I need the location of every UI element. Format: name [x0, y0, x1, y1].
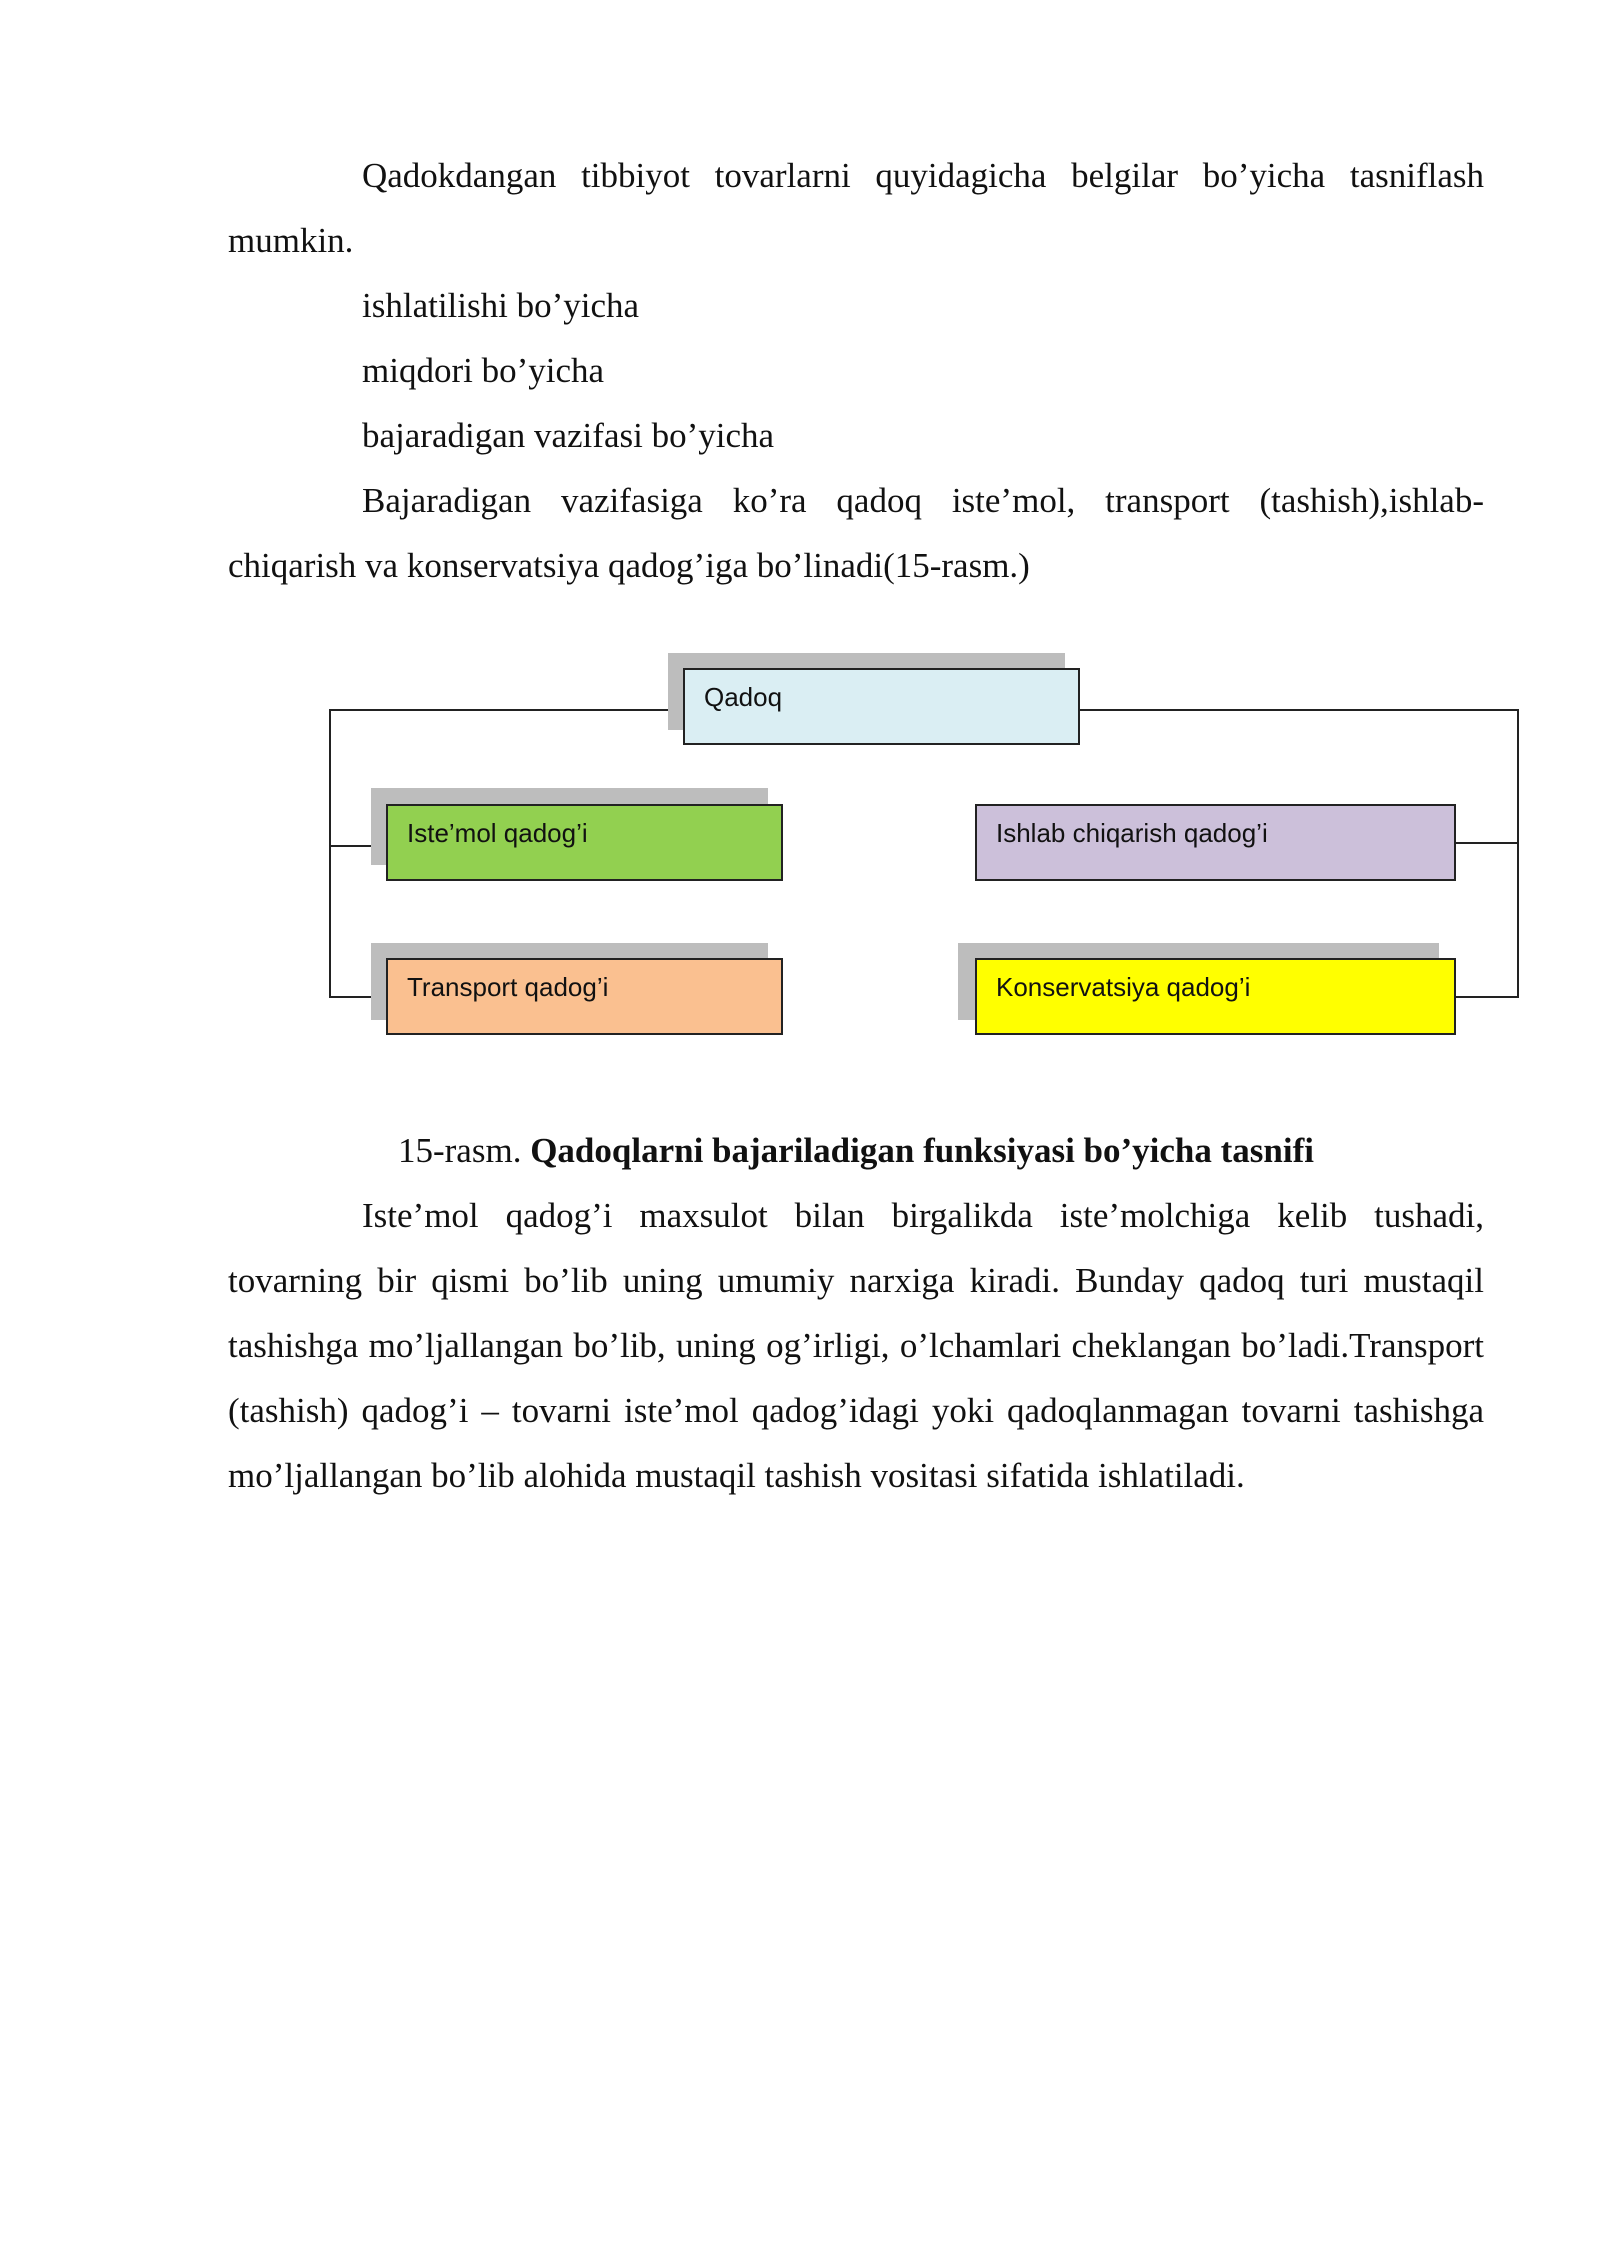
- packaging-classification-diagram: [0, 0, 1600, 1100]
- list-item-usage: ishlatilishi bo’yicha: [362, 286, 640, 325]
- list-item-function: bajaradigan vazifasi bo’yicha: [362, 416, 775, 455]
- figure-number: 15-rasm.: [398, 1131, 522, 1170]
- node-preservation-packaging: [975, 958, 1456, 1035]
- node-consumer-label: Iste’mol qadog’i: [407, 818, 588, 848]
- node-preservation-label: Konservatsiya qadog’i: [996, 972, 1251, 1002]
- node-production-packaging: [975, 804, 1456, 881]
- connector-lines: [0, 0, 1600, 1100]
- body-paragraph: Iste’mol qadog’i maxsulot bilan birgalikda iste’molchiga kelib tushadi, tovarning bir qismi bo’lib uning umumiy narxiga kiradi. Bunday qadoq turi mustaqil tashishga mo’ljallangan bo’lib, uning og’irligi, o’lchamlari cheklangan bo’ladi.Transport (tashish) qadog’i – tovarni iste’mol qadog’idagi yoki qadoqlanmagan tovarni tashishga mo’ljallangan bo’lib alohida mustaqil tashish vositasi sifatida ishlatiladi.: [228, 1196, 1484, 1495]
- figure-title: Qadoqlarni bajariladigan funksiyasi bo’yicha tasnifi: [530, 1131, 1314, 1170]
- node-transport-packaging: [386, 958, 783, 1035]
- function-paragraph: Bajaradigan vazifasiga ko’ra qadoq iste’mol, transport (tashish),ishlab-chiqarish va konservatsiya qadog’iga bo’linadi(15-rasm.): [228, 481, 1484, 585]
- node-consumer-packaging: [386, 804, 783, 881]
- root-node-qadoq: [683, 668, 1080, 745]
- intro-paragraph: Qadokdangan tibbiyot tovarlarni quyidagicha belgilar bo’yicha tasniflash mumkin.: [228, 156, 1484, 260]
- node-production-label: Ishlab chiqarish qadog’i: [996, 818, 1268, 848]
- list-item-quantity: miqdori bo’yicha: [362, 351, 605, 390]
- figure-caption: [228, 1118, 1484, 1183]
- root-node-label: Qadoq: [704, 682, 783, 712]
- node-transport-label: Transport qadog’i: [407, 972, 609, 1002]
